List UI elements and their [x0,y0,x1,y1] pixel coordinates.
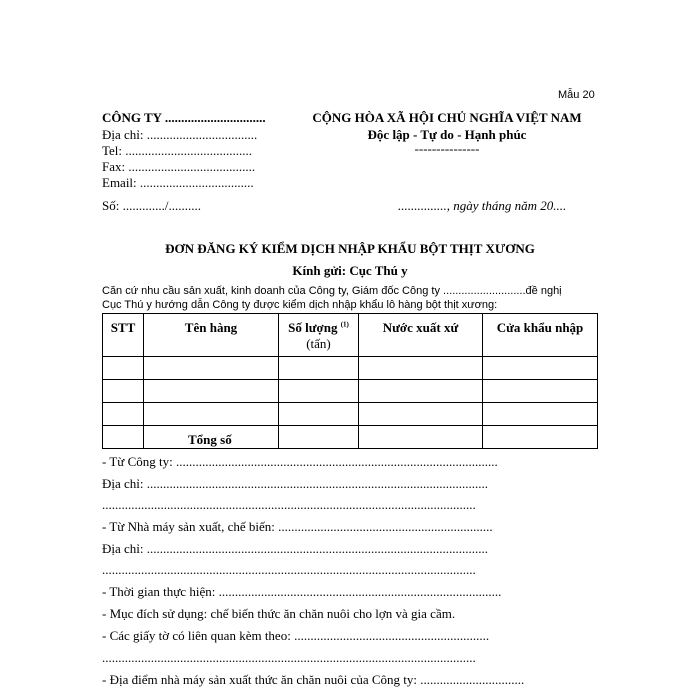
table-total-row [103,426,598,449]
republic-title: CỘNG HÒA XÃ HỘI CHỦ NGHĨA VIỆT NAM [312,110,582,125]
from-factory-field: - Từ Nhà máy sản xuất, chế biến: .................................................................. [102,519,493,534]
header-name: Tên hàng [144,314,279,357]
location-field: - Địa điểm nhà máy sản xuất thức ăn chăn nuôi của Công ty: ................................ [102,672,525,687]
company-email: Email: ................................... [102,175,254,190]
time-field: - Thời gian thực hiện: ....................................................................................... [102,584,502,599]
header-gate: Cửa khẩu nhập [483,314,598,357]
purpose-field: - Mục đích sử dụng: chế biến thức ăn chăn nuôi cho lợn và gia cầm. [102,606,456,621]
company-tel: Tel: ....................................... [102,143,253,158]
table-header-row [103,314,598,357]
goods-table [102,313,598,449]
intro-line-2: Cục Thú y hướng dẫn Công ty được kiểm dịch nhập khẩu lô hàng bột thịt xương: [102,299,498,311]
recipient: Kính gửi: Cục Thú y [292,263,408,278]
intro-line-1: Căn cứ nhu cầu sản xuất, kinh doanh của Công ty, Giám đốc Công ty ...........................đề nghị [102,285,562,297]
document-title: ĐƠN ĐĂNG KÝ KIỂM DỊCH NHẬP KHẨU BỘT THỊT XƯƠNG [165,241,535,256]
header-origin: Nước xuất xứ [359,314,483,357]
company-name: CÔNG TY ............................... [102,110,266,125]
dotted-line: ................................................................................................................... [102,650,476,665]
company-address-field: Địa chỉ: ......................................................................................................... [102,476,489,491]
dotted-line: ................................................................................................................... [102,497,476,512]
header-quantity [279,314,359,357]
total-label: Tổng số [144,426,279,449]
header-quantity-note: (1) [340,320,349,329]
table-row [103,357,598,380]
from-company-field: - Từ Công ty: ................................................................................................... [102,454,498,469]
company-fax: Fax: ....................................... [102,159,256,174]
republic-divider: --------------- [414,141,480,156]
header-quantity-unit: (tấn) [306,336,331,351]
document-number: Số: ............./.......... [102,198,201,213]
republic-motto: Độc lập - Tự do - Hạnh phúc [367,127,527,142]
header-quantity-label: Số lượng [288,320,338,335]
table-row [103,380,598,403]
documents-field: - Các giấy tờ có liên quan kèm theo: ............................................................ [102,628,490,643]
company-address: Địa chỉ: .................................. [102,127,258,142]
header-stt: STT [103,314,144,357]
form-code: Mẫu 20 [558,89,595,101]
table-row [103,403,598,426]
dotted-line: ................................................................................................................... [102,562,476,577]
factory-address-field: Địa chỉ: ......................................................................................................... [102,541,489,556]
date-line: ..............., ngày tháng năm 20.... [398,198,567,213]
